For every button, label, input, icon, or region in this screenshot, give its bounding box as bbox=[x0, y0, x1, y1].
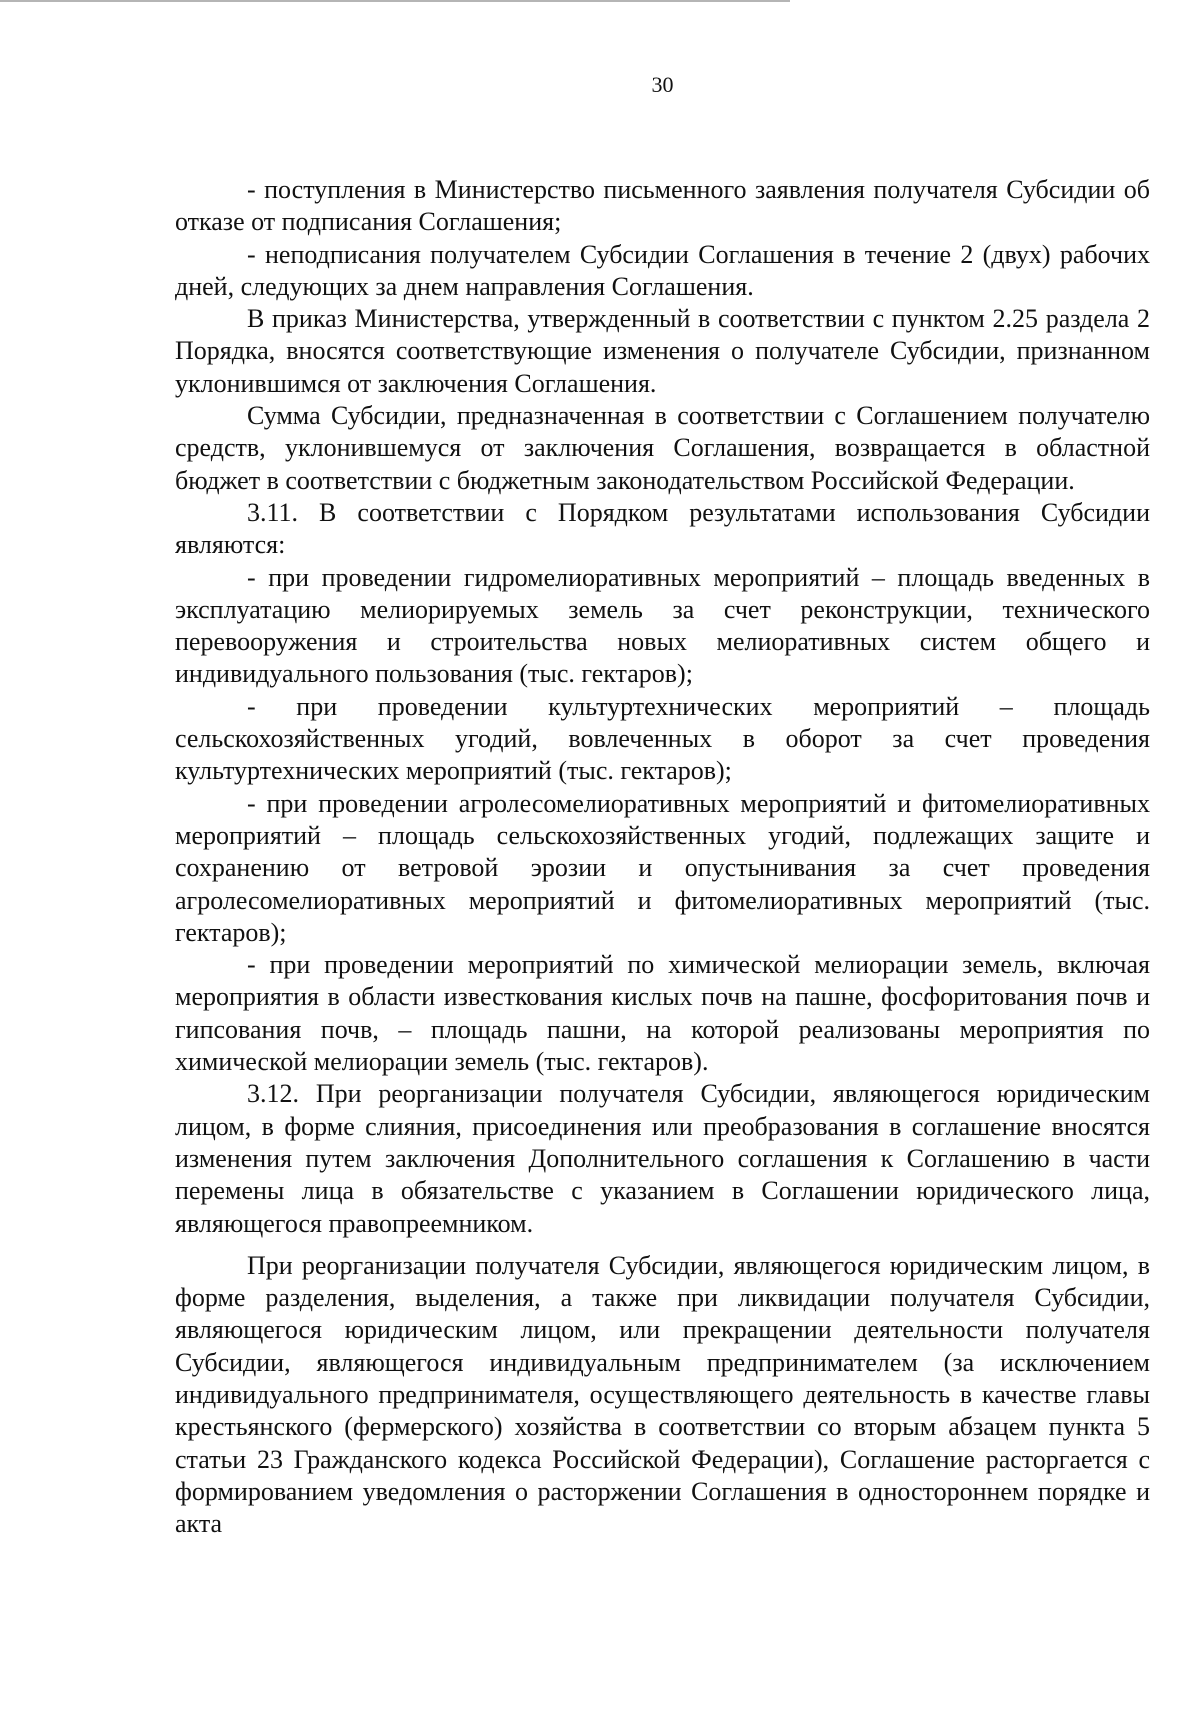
paragraph-clause-3-11: 3.11. В соответствии с Порядком результатами использования Субсидии являются: bbox=[175, 497, 1150, 560]
paragraph-hydromelioration: - при проведении гидромелиоративных мероприятий – площадь введенных в эксплуатацию мелиорируемых земель за счет реконструкции, технического перевооружения и строительства новых мелиоративных систем общего и индивидуального пользования (тыс. гектаров); bbox=[175, 562, 1150, 689]
paragraph-subsidy-return: Сумма Субсидии, предназначенная в соответствии с Соглашением получателю средств, уклонившемуся от заключения Соглашения, возвращается в областной бюджет в соответствии с бюджетным законодательством Российской Федерации. bbox=[175, 401, 1150, 495]
paragraph-agroforest: - при проведении агролесомелиоративных мероприятий и фитомелиоративных мероприятий – площадь сельскохозяйственных угодий, подлежащих защите и сохранению от ветровой эрозии и опустынивания за счет проведения агролесомелиоративных мероприятий и фитомелиоративных мероприятий (тыс. гектаров); bbox=[175, 788, 1150, 947]
paragraph-not-signed: - неподписания получателем Субсидии Соглашения в течение 2 (двух) рабочих дней, следующих за днем направления Соглашения. bbox=[175, 239, 1150, 301]
paragraph-culture-technical: - при проведении культуртехнических мероприятий – площадь сельскохозяйственных угодий, вовлеченных в оборот за счет проведения культуртехнических мероприятий (тыс. гектаров); bbox=[175, 691, 1150, 786]
scan-top-edge-line bbox=[0, 0, 790, 2]
paragraph-clause-3-12: 3.12. При реорганизации получателя Субсидии, являющегося юридическим лицом, в форме слияния, присоединения или преобразования в соглашение вносятся изменения путем заключения Дополнительного соглашения к Соглашению в части перемены лица в обязательстве с указанием в Соглашении юридического лица, являющегося правопреемником. bbox=[175, 1079, 1150, 1238]
paragraph-ministry-order: В приказ Министерства, утвержденный в соответствии с пунктом 2.25 раздела 2 Порядка, вносятся соответствующие изменения о получателе Субсидии, признанном уклонившимся от заключения Соглашения. bbox=[175, 304, 1150, 398]
document-body bbox=[175, 174, 1150, 1540]
paragraph-reorganization-termination: При реорганизации получателя Субсидии, являющегося юридическим лицом, в форме разделения, выделения, а также при ликвидации получателя Субсидии, являющегося юридическим лицом, или прекращении деятельности получателя Субсидии, являющегося индивидуальным предпринимателем (за исключением индивидуального предпринимателя, осуществляющего деятельность в качестве главы крестьянского (фермерского) хозяйства в соответствии со вторым абзацем пункта 5 статьи 23 Гражданского кодекса Российской Федерации), Соглашение расторгается с формированием уведомления о расторжении Соглашения в одностороннем порядке и акта bbox=[175, 1250, 1150, 1539]
paragraph-chemical-melioration: - при проведении мероприятий по химической мелиорации земель, включая мероприятия в области известкования кислых почв на пашне, фосфоритования почв и гипсования почв, – площадь пашни, на которой реализованы мероприятия по химической мелиорации земель (тыс. гектаров). bbox=[175, 950, 1150, 1077]
paragraph-refusal-statement: - поступления в Министерство письменного заявления получателя Субсидии об отказе от подписания Соглашения; bbox=[175, 175, 1150, 237]
page-number: 30 bbox=[651, 72, 674, 97]
